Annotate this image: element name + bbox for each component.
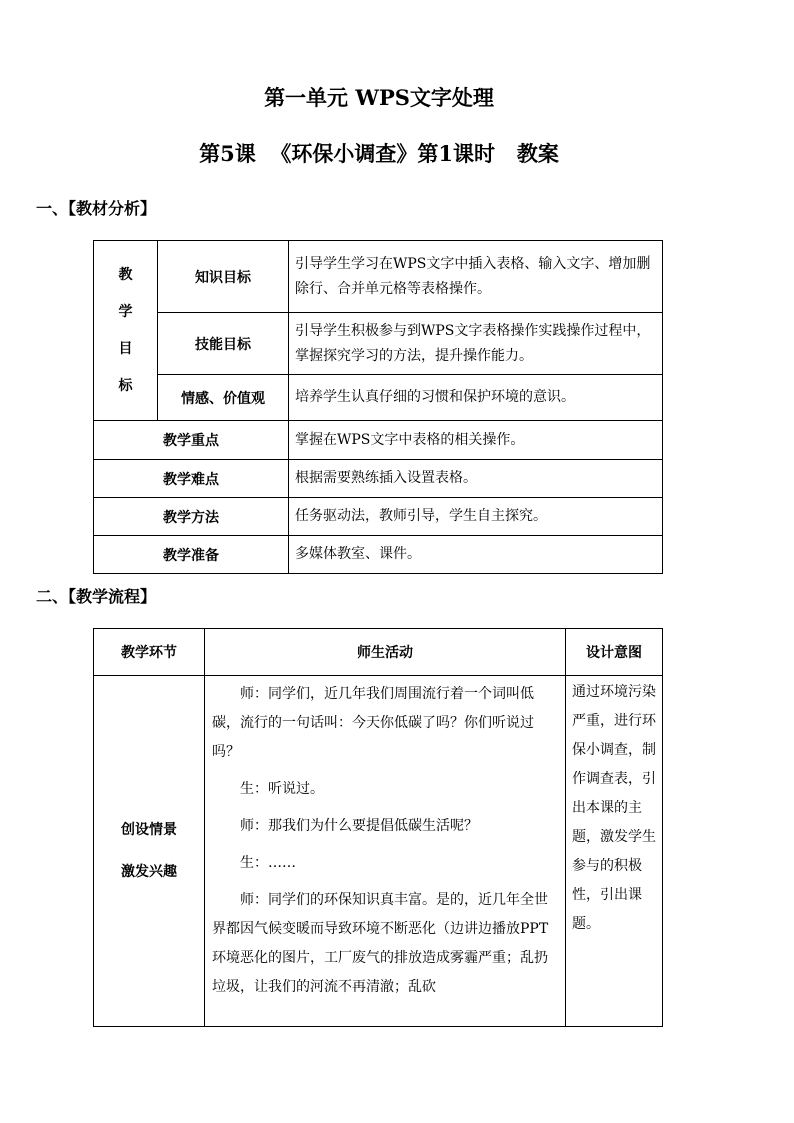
- row-text-preparation: 多媒体教室、课件。: [289, 536, 663, 574]
- section-heading-process: 二、【教学流程】: [36, 587, 157, 606]
- row-label-preparation: 教学准备: [94, 536, 289, 574]
- header-intent: 设计意图: [566, 629, 663, 676]
- row-text-difficulty: 根据需要熟练插入设置表格。: [289, 460, 663, 498]
- header-stage: 教学环节: [94, 629, 205, 676]
- row-text-method: 任务驱动法，教师引导，学生自主探究。: [289, 498, 663, 536]
- activity-paragraph: 师：那我们为什么要提倡低碳生活呢？: [240, 818, 478, 834]
- section-heading-analysis: 一、【教材分析】: [36, 199, 157, 218]
- row-label-method: 教学方法: [94, 498, 289, 536]
- goal-label-vertical: 教 学 目 标: [94, 241, 158, 421]
- process-table: [93, 628, 663, 1027]
- goal-text-emotion: 培养学生认真仔细的习惯和保护环境的意识。: [289, 375, 663, 421]
- goal-text-knowledge: 引导学生学习在WPS文字中插入表格、输入文字、增加删除行、合并单元格等表格操作。: [289, 241, 663, 313]
- row-text-key-point: 掌握在WPS文字中表格的相关操作。: [289, 421, 663, 460]
- row-label-key-point: 教学重点: [94, 421, 289, 460]
- goal-label-knowledge: 知识目标: [158, 241, 289, 313]
- goal-text-skill: 引导学生积极参与到WPS文字表格操作实践操作过程中，掌握探究学习的方法，提升操作能力。: [289, 313, 663, 375]
- activity-paragraph: 生：……: [240, 855, 296, 871]
- goal-label-skill: 技能目标: [158, 313, 289, 375]
- activity-cell: [205, 676, 566, 1027]
- goal-label-emotion: 情感、价值观: [158, 375, 289, 421]
- header-activity: 师生活动: [205, 629, 566, 676]
- analysis-table: [93, 240, 663, 574]
- activity-paragraph: 师：同学们，近几年我们周围流行着一个词叫低碳，流行的一句话叫：今天你低碳了吗？你们听说过吗？: [212, 686, 534, 760]
- lesson-title: 第5课 《环保小调查》第1课时 教案: [199, 141, 559, 166]
- unit-title: 第一单元 WPS文字处理: [264, 85, 494, 110]
- row-label-difficulty: 教学难点: [94, 460, 289, 498]
- activity-paragraph: 生：听说过。: [240, 781, 324, 797]
- stage-line-1: 创设情景: [121, 822, 177, 838]
- intent-cell: 通过环境污染严重，进行环保小调查，制作调查表，引出本课的主题，激发学生参与的积极性，引出课题。: [566, 676, 663, 1027]
- stage-line-2: 激发兴趣: [121, 864, 177, 880]
- stage-cell: [94, 676, 205, 1027]
- activity-paragraph: 师：同学们的环保知识真丰富。是的，近几年全世界都因气候变暖而导致环境不断恶化（边讲边播放PPT环境恶化的图片，工厂废气的排放造成雾霾严重；乱扔垃圾，让我们的河流不再清澈；乱砍: [212, 892, 549, 995]
